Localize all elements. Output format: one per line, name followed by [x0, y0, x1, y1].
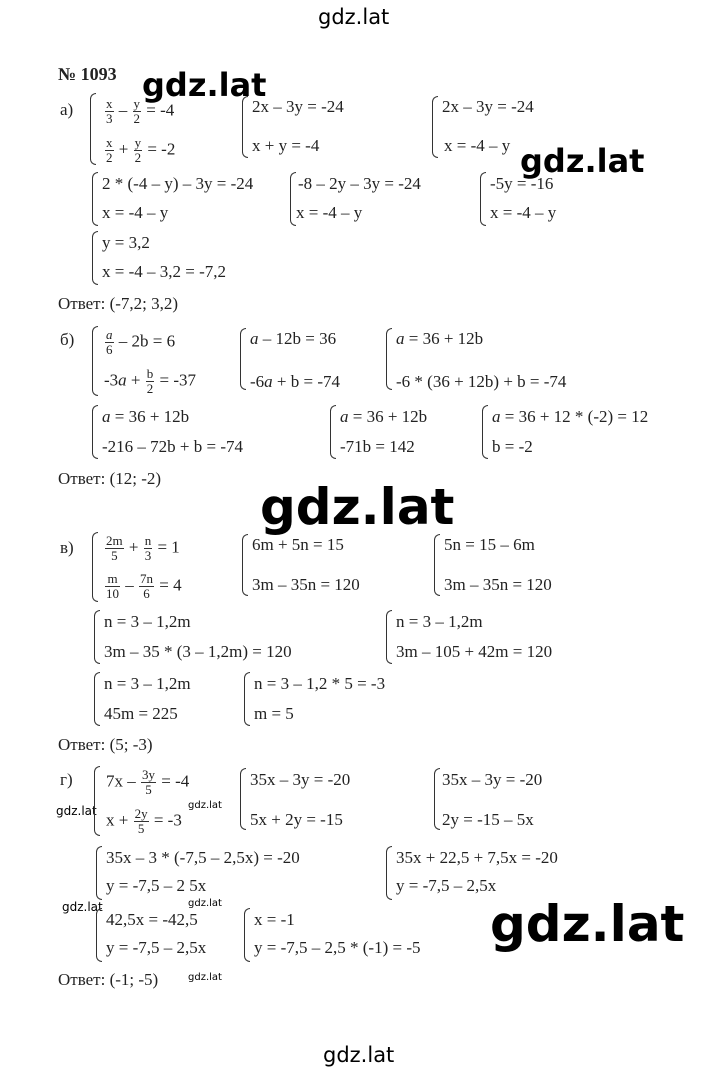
problem-number: № 1093	[58, 64, 117, 84]
equation: y = -7,5 – 2,5 * (-1) = -5	[254, 938, 421, 957]
equation: y = 3,2	[102, 233, 150, 252]
equation: 35x – 3 * (-7,5 – 2,5x) = -20	[106, 848, 300, 867]
equation: x = -4 – y	[296, 203, 363, 222]
system-brace	[434, 768, 440, 830]
equation: x + $\frac{2y}{5}$ = -3	[106, 806, 182, 836]
watermark-logo: gdz.lat	[520, 142, 645, 180]
equation: 5x + 2y = -15	[250, 810, 343, 829]
equation: 3m – 35n = 120	[252, 575, 360, 594]
part-label: б)	[60, 330, 75, 349]
equation: x = -1	[254, 910, 295, 929]
part-label: в)	[60, 538, 74, 557]
system-brace	[96, 846, 102, 900]
equation: 3m – 105 + 42m = 120	[396, 642, 553, 661]
answer: Ответ: (-1; -5)	[58, 970, 159, 989]
equation: 6m + 5n = 15	[252, 535, 344, 554]
equation: 2y = -15 – 5x	[442, 810, 534, 829]
watermark-small: gdz.lat	[62, 900, 103, 914]
equation: $\frac{2m}{5}$ + $\frac{n}{3}$ = 1	[106, 533, 180, 563]
watermark-small: gdz.lat	[188, 972, 222, 983]
equation: -5y = -16	[490, 174, 554, 193]
equation: a = 36 + 12b	[102, 407, 190, 426]
equation: x + y = -4	[252, 136, 320, 155]
equation: a = 36 + 12b	[340, 407, 428, 426]
system-brace	[244, 908, 250, 962]
equation: -6 * (36 + 12b) + b = -74	[396, 372, 567, 391]
equation: 3m – 35 * (3 – 1,2m) = 120	[104, 642, 292, 661]
system-brace	[432, 96, 438, 158]
equation: $\frac{m}{10}$ – $\frac{7n}{6}$ = 4	[106, 571, 182, 601]
equation: 3m – 35n = 120	[444, 575, 552, 594]
equation: n = 3 – 1,2m	[396, 612, 483, 631]
equation: x = -4 – y	[444, 136, 511, 155]
equation: x = -4 – y	[102, 203, 169, 222]
system-brace	[386, 846, 392, 900]
equation: $\frac{a}{6}$ – 2b = 6	[106, 327, 176, 357]
equation: 35x + 22,5 + 7,5x = -20	[396, 848, 558, 867]
answer: Ответ: (5; -3)	[58, 735, 153, 754]
system-brace	[94, 766, 100, 836]
system-brace	[434, 534, 440, 596]
equation: 7x – $\frac{3y}{5}$ = -4	[106, 767, 190, 797]
system-brace	[386, 610, 392, 664]
system-brace	[242, 96, 248, 158]
equation: x = -4 – y	[490, 203, 557, 222]
system-brace	[240, 328, 246, 390]
watermark-small: gdz.lat	[56, 804, 97, 818]
watermark-top[interactable]: gdz.lat	[318, 5, 390, 29]
system-brace	[480, 172, 486, 226]
equation: 2 * (-4 – y) – 3y = -24	[102, 174, 254, 193]
equation: -3a + $\frac{b}{2}$ = -37	[104, 366, 197, 396]
answer: Ответ: (12; -2)	[58, 469, 162, 488]
system-brace	[92, 532, 98, 602]
equation: b = -2	[492, 437, 533, 456]
equation: 42,5x = -42,5	[106, 910, 198, 929]
system-brace	[240, 768, 246, 830]
equation: a = 36 + 12b	[396, 329, 484, 348]
equation: $\frac{x}{2}$ + $\frac{y}{2}$ = -2	[106, 135, 176, 165]
equation: -6a + b = -74	[250, 372, 341, 391]
part-label: а)	[60, 100, 74, 119]
equation: 2x – 3y = -24	[442, 97, 534, 116]
equation: -216 – 72b + b = -74	[102, 437, 243, 456]
equation: 35x – 3y = -20	[442, 770, 543, 789]
watermark-small: gdz.lat	[188, 898, 222, 909]
system-brace	[242, 534, 248, 596]
equation: -71b = 142	[340, 437, 415, 456]
system-brace	[90, 93, 96, 165]
system-brace	[94, 610, 100, 664]
system-brace	[92, 172, 98, 226]
system-brace	[92, 326, 98, 396]
system-brace	[244, 672, 250, 726]
equation: a = 36 + 12 * (-2) = 12	[492, 407, 649, 426]
answer: Ответ: (-7,2; 3,2)	[58, 294, 179, 313]
equation: 35x – 3y = -20	[250, 770, 351, 789]
system-brace	[92, 231, 98, 285]
watermark-logo: gdz.lat	[142, 66, 267, 104]
equation: n = 3 – 1,2m	[104, 674, 191, 693]
equation: $\frac{x}{3}$ – $\frac{y}{2}$ = -4	[106, 96, 175, 126]
equation: y = -7,5 – 2,5x	[106, 938, 207, 957]
watermark-bottom[interactable]: gdz.lat	[323, 1043, 395, 1067]
equation: y = -7,5 – 2 5x	[106, 876, 207, 895]
equation: 45m = 225	[104, 704, 178, 723]
equation: 5n = 15 – 6m	[444, 535, 535, 554]
system-brace	[96, 908, 102, 962]
system-brace	[92, 405, 98, 459]
watermark-logo: gdz.lat	[260, 478, 455, 536]
system-brace	[330, 405, 336, 459]
equation: x = -4 – 3,2 = -7,2	[102, 262, 226, 281]
equation: -8 – 2y – 3y = -24	[298, 174, 421, 193]
equation: n = 3 – 1,2 * 5 = -3	[254, 674, 386, 693]
system-brace	[482, 405, 488, 459]
watermark-logo: gdz.lat	[490, 895, 685, 953]
equation: a – 12b = 36	[250, 329, 337, 348]
system-brace	[386, 328, 392, 390]
part-label: г)	[60, 770, 73, 789]
equation: m = 5	[254, 704, 294, 723]
equation: 2x – 3y = -24	[252, 97, 344, 116]
watermark-small: gdz.lat	[188, 800, 222, 811]
equation: y = -7,5 – 2,5x	[396, 876, 497, 895]
system-brace	[94, 672, 100, 726]
equation: n = 3 – 1,2m	[104, 612, 191, 631]
